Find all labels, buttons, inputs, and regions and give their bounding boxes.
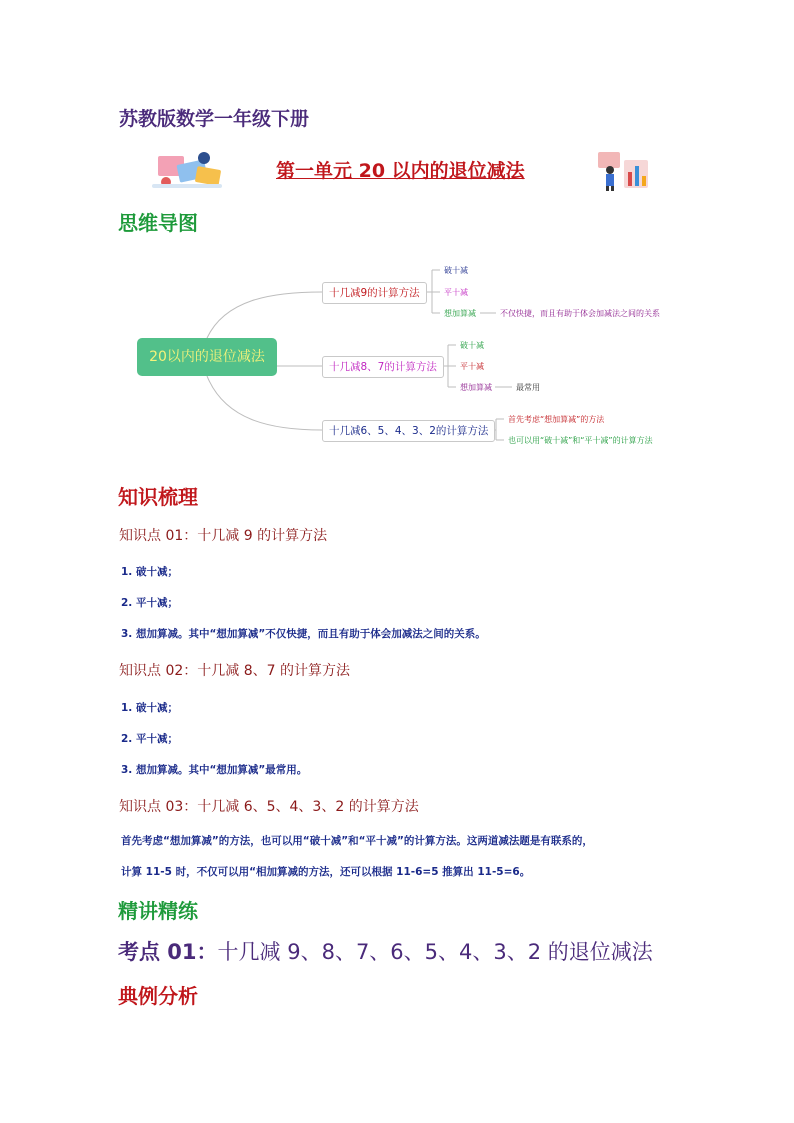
mindmap-leaf-2-3-note: 最常用 [516,383,540,392]
mindmap-leaf-1-3-note: 不仅快捷，而且有助于体会加减法之间的关系 [500,309,660,318]
kaodian-label: 考点 01： [118,940,218,964]
mindmap-leaf-3-1: 首先考虑“想加算减”的方法 [508,415,605,424]
section-example-title: 典例分析 [118,984,198,1008]
mindmap-leaf-2-3: 想加算减 [460,383,492,392]
kaodian-heading [118,936,653,966]
mindmap-branch-3: 十几减6、5、4、3、2的计算方法 [322,420,495,442]
mindmap-leaf-1-3: 想加算减 [444,309,476,318]
book-title: 苏教版数学一年级下册 [119,108,310,130]
mindmap-leaf-1-1: 破十减 [444,266,468,275]
mindmap-branch-2: 十几减8、7的计算方法 [322,356,444,378]
knowledge-point-1-heading: 知识点 01：十几减 9 的计算方法 [119,528,328,544]
knowledge-point-1-item-1: 1. 破十减； [121,566,178,578]
knowledge-point-2-item-2: 2. 平十减； [121,733,178,745]
knowledge-point-2-heading: 知识点 02：十几减 8、7 的计算方法 [119,663,350,679]
knowledge-point-2-item-1: 1. 破十减； [121,702,178,714]
section-practice-title: 精讲精练 [118,899,198,923]
knowledge-point-1-item-3: 3. 想加算减。其中“想加算减”不仅快捷，而且有助于体会加减法之间的关系。 [121,628,486,640]
section-mindmap-title: 思维导图 [118,211,198,235]
unit-title: 第一单元 20 以内的退位减法 [276,160,525,182]
knowledge-point-3-paragraph-line-2: 计算 11-5 时，不仅可以用“相加算减的方法，还可以根据 11-6=5 推算出 11-5=6。 [121,866,531,878]
knowledge-point-3-paragraph-line-1: 首先考虑“想加算减”的方法，也可以用“破十减”和“平十减”的计算方法。这两道减法题是有联系的， [121,835,593,847]
mindmap-leaf-2-2: 平十减 [460,362,484,371]
mindmap-connectors [0,0,794,480]
mindmap-leaf-1-2: 平十减 [444,288,468,297]
mindmap-root: 20以内的退位减法 [137,338,277,376]
knowledge-point-2-item-3: 3. 想加算减。其中“想加算减”最常用。 [121,764,308,776]
knowledge-point-3-heading: 知识点 03：十几减 6、5、4、3、2 的计算方法 [119,799,419,815]
mindmap-leaf-2-1: 破十减 [460,341,484,350]
mindmap-leaf-3-2: 也可以用“破十减”和“平十减”的计算方法 [508,436,653,445]
mindmap-branch-1: 十几减9的计算方法 [322,282,427,304]
knowledge-point-1-item-2: 2. 平十减； [121,597,178,609]
kaodian-text: 十几减 9、8、7、6、5、4、3、2 的退位减法 [217,940,653,964]
section-knowledge-title: 知识梳理 [118,485,198,509]
